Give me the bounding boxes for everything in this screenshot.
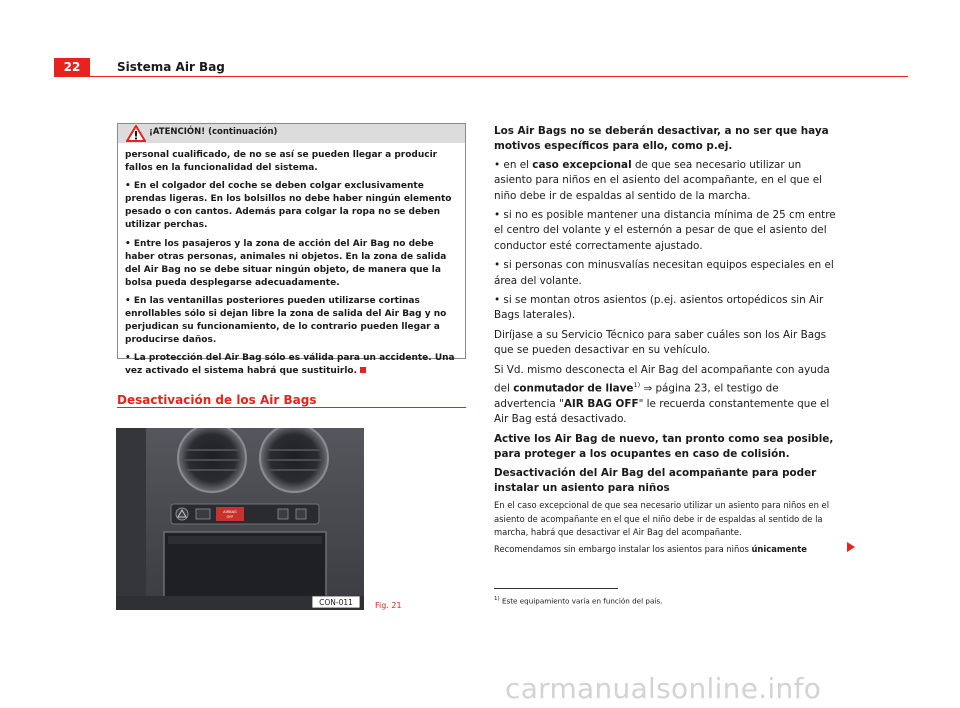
text: Recomendamos sin embargo instalar los asientos para niños	[494, 544, 752, 555]
warning-paragraph: • En el colgador del coche se deben colgar exclusivamente prendas ligeras. En los bolsillos no debe haber ningún elemento pesado o con cantos. Además para colgar la ropa no se deben utilizar perchas.	[125, 181, 452, 231]
footnote-rule	[494, 588, 618, 589]
text: • en el	[494, 158, 533, 171]
warning-paragraph-last	[125, 352, 461, 378]
end-mark-icon	[360, 367, 366, 373]
section-title: Sistema Air Bag	[117, 60, 225, 74]
warning-paragraph-text: • La protección del Air Bag sólo es válida para un accidente. Una vez activado el sistema habrá que sustituirlo.	[125, 353, 455, 377]
heading-1: Los Air Bags no se deberán desactivar, a no ser que haya motivos específicos para ello, como p.ej.	[494, 125, 829, 153]
text: " le recuerda constantemente que el Air Bag está desactivado.	[494, 397, 830, 426]
bold-text: caso excepcional	[532, 158, 632, 171]
warning-header	[118, 124, 465, 143]
text: ⇒ página 23, el testigo de advertencia "	[494, 382, 779, 410]
continue-arrow-icon	[847, 542, 855, 552]
paragraph-1: Diríjase a su Servicio Técnico para saber cuáles son los Air Bags que se pueden desactivar en su vehículo.	[494, 328, 827, 357]
figure-dashboard-photo	[116, 428, 364, 610]
small-paragraph-2	[494, 543, 839, 556]
page-number: 22	[54, 58, 90, 77]
figure-caption: Fig. 21	[375, 601, 402, 610]
text: Si Vd. mismo desconecta el Air Bag del acompañante con ayuda del	[494, 363, 830, 395]
footnote-text: Este equipamiento varía en función del país.	[499, 596, 663, 606]
bullet-3: • si personas con minusvalías necesitan equipos especiales en el área del volante.	[494, 259, 834, 287]
warning-triangle-icon	[126, 125, 146, 142]
warning-body	[125, 149, 461, 384]
small-paragraph-1: En el caso excepcional de que sea necesario utilizar un asiento para niños en el asiento de acompañante en el que el niño debe ir de espaldas al sentido de la marcha, habrá que desactivar el Air Bag del acompañante.	[494, 500, 830, 537]
airbag-off-label-1: AIRBAG	[223, 510, 237, 514]
warning-title: ¡ATENCIÓN! (continuación)	[149, 127, 278, 137]
bullet-1	[494, 158, 839, 204]
text: de que sea necesario utilizar un asiento para niños en el asiento del acompañante, en el que el niño debe ir de espaldas al sentido de la marcha.	[494, 158, 822, 202]
right-column	[494, 124, 839, 561]
warning-box	[117, 123, 466, 377]
footnote-mark: 1)	[494, 596, 500, 602]
bold-text: únicamente	[751, 544, 807, 555]
heading-2: Active los Air Bag de nuevo, tan pronto como sea posible, para proteger a los ocupantes en caso de colisión.	[494, 432, 834, 461]
heading-3: Desactivación del Air Bag del acompañante para poder instalar un asiento para niños	[494, 466, 817, 494]
bullet-4: • si se montan otros asientos (p.ej. asientos ortopédicos sin Air Bags laterales).	[494, 294, 824, 322]
header-rule	[90, 76, 908, 77]
paragraph-2	[494, 363, 839, 428]
section-heading-rule	[117, 407, 466, 408]
watermark: carmanualsonline.info	[505, 672, 822, 705]
section-heading: Desactivación de los Air Bags	[117, 393, 317, 407]
bullet-2: • si no es posible mantener una distancia mínima de 25 cm entre el centro del volante y el esternón a pesar de que el asiento del conductor esté correctamente ajustado.	[494, 209, 836, 252]
warning-paragraph: • En las ventanillas posteriores pueden utilizarse cortinas enrollables sólo si dejan libre la zona de salida del Air Bag y no perjudican su funcionamiento, de lo contrario pueden llegar a producirse daños.	[125, 295, 447, 346]
footnote	[494, 596, 662, 605]
bold-text: conmutador de llave	[513, 382, 634, 395]
airbag-off-label-2: OFF	[226, 515, 234, 519]
bold-text: AIR BAG OFF	[563, 397, 639, 410]
footnote-ref: 1)	[633, 381, 641, 390]
warning-paragraph: • Entre los pasajeros y la zona de acción del Air Bag no debe haber otras personas, animales ni objetos. En la zona de salida del Air Bag no se debe situar ningún objeto, de manera que la bolsa pueda desplegarse adecuadamente.	[125, 238, 447, 288]
dashboard-illustration	[116, 428, 364, 610]
figure-code: CON-011	[319, 598, 353, 607]
warning-paragraph: personal cualificado, de no se así se pueden llegar a producir fallos en la funcionalidad del sistema.	[125, 150, 438, 174]
